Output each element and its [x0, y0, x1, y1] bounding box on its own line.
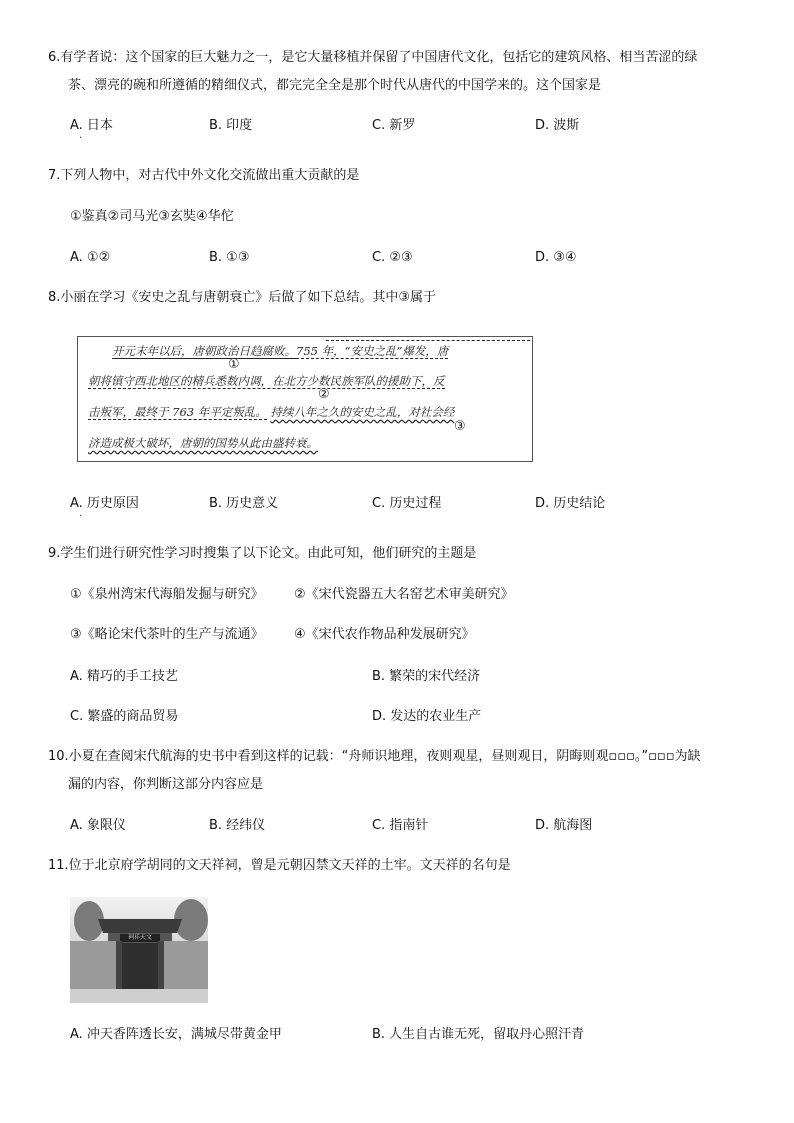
passage-segment-3a: 持续八年之久的安史之乱，对社会经 — [270, 405, 455, 419]
q11-option-a[interactable]: A. 冲天香阵透长安，满城尽带黄金甲 — [70, 1027, 282, 1042]
passage-marker-3: ③ — [454, 419, 466, 434]
q8-passage-box — [77, 336, 533, 462]
q9-paper-1: ①《泉州湾宋代海船发掘与研究》 — [70, 587, 264, 602]
q8-option-a[interactable]: A. 历史原因 — [70, 496, 139, 511]
q8-dot-mark: · — [79, 511, 83, 522]
q7-option-a[interactable]: A. ①② — [70, 250, 111, 265]
q8-option-c[interactable]: C. 历史过程 — [372, 496, 442, 511]
q11-option-b[interactable]: B. 人生自古谁无死，留取丹心照汗青 — [372, 1027, 585, 1042]
q6-stem-line1: 6.有学者说：这个国家的巨大魅力之一，是它大量移植并保留了中国唐代文化，包括它的建筑风格、相当苦涩的绿 — [48, 50, 698, 65]
q9-option-a[interactable]: A. 精巧的手工技艺 — [70, 669, 178, 684]
wen-tianxiang-shrine-photo — [70, 897, 208, 1003]
q6-option-a[interactable]: A. 日本 — [70, 118, 113, 133]
passage-segment-1: 开元末年以后，唐朝政治日趋腐败。 — [112, 344, 296, 358]
q7-option-c[interactable]: C. ②③ — [372, 250, 413, 265]
q11-stem: 11.位于北京府学胡同的文天祥祠，曾是元朝囚禁文天祥的土牢。文天祥的名句是 — [48, 858, 511, 873]
q10-option-a[interactable]: A. 象限仪 — [70, 818, 126, 833]
q6-option-d[interactable]: D. 波斯 — [535, 118, 580, 133]
q6-option-b[interactable]: B. 印度 — [209, 118, 253, 133]
q6-option-c[interactable]: C. 新罗 — [372, 118, 416, 133]
q9-option-c[interactable]: C. 繁盛的商品贸易 — [70, 709, 179, 724]
q9-stem: 9.学生们进行研究性学习时搜集了以下论文。由此可知，他们研究的主题是 — [48, 546, 477, 561]
q10-option-d[interactable]: D. 航海图 — [535, 818, 593, 833]
q7-option-d[interactable]: D. ③④ — [535, 250, 577, 265]
passage-marker-2: ② — [318, 387, 330, 402]
q8-option-d[interactable]: D. 历史结论 — [535, 496, 606, 511]
shrine-plaque: 祠祥天文 — [120, 934, 160, 942]
q9-option-b[interactable]: B. 繁荣的宋代经济 — [372, 669, 481, 684]
q9-paper-3: ③《略论宋代茶叶的生产与流通》 — [70, 627, 264, 642]
q9-option-d[interactable]: D. 发达的农业生产 — [372, 709, 482, 724]
q10-option-c[interactable]: C. 指南针 — [372, 818, 429, 833]
q9-paper-2: ②《宋代瓷器五大名窑艺术审美研究》 — [294, 587, 514, 602]
passage-segment-2b: 朝将镇守西北地区的精兵悉数内调，在北方少数民族军队的援助下，反 — [88, 374, 445, 388]
passage-overline-dash — [326, 340, 530, 341]
q10-option-b[interactable]: B. 经纬仪 — [209, 818, 266, 833]
q6-stem-line2: 茶、漂亮的碗和所遵循的精细仪式，都完完全全是那个时代从唐代的中国学来的。这个国家是 — [68, 78, 602, 93]
q8-stem: 8.小丽在学习《安史之乱与唐朝衰亡》后做了如下总结。其中③属于 — [48, 290, 437, 305]
q8-option-b[interactable]: B. 历史意义 — [209, 496, 279, 511]
q10-stem-line1: 10.小夏在查阅宋代航海的史书中看到这样的记载：“舟师识地理，夜则观星，昼则观日，阴晦则观▫▫▫。”▫▫▫为缺 — [48, 749, 701, 764]
q7-stem: 7.下列人物中，对古代中外文化交流做出重大贡献的是 — [48, 168, 360, 183]
q7-items: ①鉴真②司马光③玄奘④华佗 — [70, 209, 234, 224]
passage-segment-2a: 755 年，“安史之乱”爆发，唐 — [296, 344, 449, 358]
passage-segment-3b: 济造成极大破坏，唐朝的国势从此由盛转衰。 — [88, 436, 318, 450]
passage-segment-2c: 击叛军，最终于 763 年平定叛乱。 — [88, 405, 267, 419]
q10-stem-line2: 漏的内容，你判断这部分内容应是 — [68, 777, 264, 792]
q9-paper-4: ④《宋代农作物品种发展研究》 — [294, 627, 475, 642]
passage-marker-1: ① — [228, 357, 240, 372]
q7-option-b[interactable]: B. ①③ — [209, 250, 250, 265]
q6-dot-mark: · — [79, 133, 83, 144]
